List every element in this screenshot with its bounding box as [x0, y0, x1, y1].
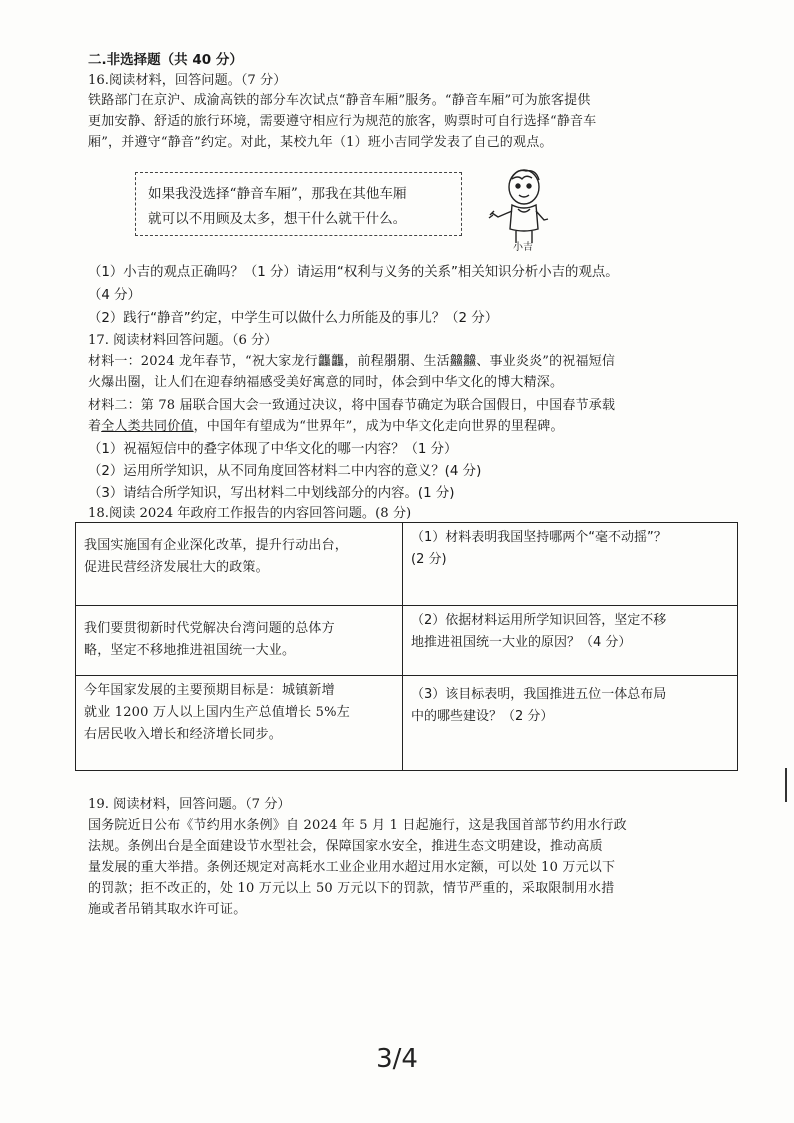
- m2-text-pre: 着: [88, 419, 102, 434]
- cell-line: 就业 1200 万人以上国内生产总值增长 5%左: [84, 705, 350, 720]
- student-cartoon-figure: [488, 165, 556, 245]
- q16-sub1-line-2: （4 分）: [88, 288, 141, 303]
- q18-heading: 18.阅读 2024 年政府工作报告的内容回答问题。(8 分): [88, 506, 412, 521]
- q17-sub1: （1）祝福短信中的叠字体现了中华文化的哪一内容？（1 分）: [88, 442, 458, 457]
- cell-line: （1）材料表明我国坚持哪两个“毫不动摇”？: [411, 530, 667, 545]
- quote-line-1: 如果我没选择“静音车厢”，那我在其他车厢: [148, 186, 407, 202]
- q17-material2-line-1: 材料二：第 78 届联合国大会一致通过决议，将中国春节确定为联合国假日，中国春节承载: [88, 398, 616, 413]
- table-cell-question: [403, 606, 738, 676]
- q17-sub2: （2）运用所学知识，从不同角度回答材料二中内容的意义？(4 分): [88, 464, 482, 479]
- q16-material-line-2: 更加安静、舒适的旅行环境，需要遵守相应行为规范的旅客，购票时可自行选择“静音车: [88, 114, 597, 129]
- q19-material-line-4: 的罚款；拒不改正的，处 10 万元以上 50 万元以下的罚款，情节严重的，采取限制用水措: [88, 881, 615, 896]
- cell-line: 地推进祖国统一大业的原因？（4 分）: [411, 635, 632, 650]
- table-cell-question: [403, 523, 738, 606]
- q17-sub3: （3）请结合所学知识，写出材料二中划线部分的内容。(1 分): [88, 486, 455, 501]
- cell-line: 略，坚定不移地推进祖国统一大业。: [84, 643, 296, 658]
- cell-line: 促进民营经济发展壮大的政策。: [84, 560, 269, 575]
- cell-line: 今年国家发展的主要预期目标是：城镇新增: [84, 683, 335, 698]
- table-row: [76, 676, 738, 771]
- q16-material-line-1: 铁路部门在京沪、成渝高铁的部分车次试点“静音车厢”服务。“静音车厢”可为旅客提供: [88, 93, 591, 108]
- cell-line: (2 分): [411, 552, 447, 567]
- scan-edge-mark: [785, 768, 787, 802]
- q17-heading: 17. 阅读材料回答问题。（6 分）: [88, 333, 278, 348]
- cell-line: 我国实施国有企业深化改革，提升行动出台，: [84, 538, 349, 553]
- q18-table: [75, 522, 738, 771]
- table-cell-material: [76, 606, 403, 676]
- q19-material-line-5: 施或者吊销其取水许可证。: [88, 902, 247, 917]
- cell-line: （2）依据材料运用所学知识回答，坚定不移: [411, 613, 667, 628]
- m2-text-post: ，中国年有望成为“世界年”，成为中华文化走向世界的里程碑。: [193, 419, 564, 434]
- q19-material-line-2: 法规。条例出台是全面建设节水型社会，保障国家水安全，推进生态文明建设，推动高质: [88, 839, 603, 854]
- q16-sub2: （2）践行“静音”约定，中学生可以做什么力所能及的事儿？（2 分）: [88, 311, 499, 326]
- quote-line-2: 就可以不用顾及太多，想干什么就干什么。: [148, 211, 407, 227]
- q17-material2-line-2: [88, 418, 564, 436]
- page-number: 3/4: [376, 1044, 418, 1074]
- q19-heading: 19. 阅读材料，回答问题。（7 分）: [88, 797, 291, 812]
- cell-line: 右居民收入增长和经济增长同步。: [84, 727, 283, 742]
- quote-box: [135, 172, 462, 236]
- q17-material1-line-2: 火爆出圈，让人们在迎春纳福感受美好寓意的同时，体会到中华文化的博大精深。: [88, 375, 564, 390]
- figure-label: 小吉: [513, 242, 533, 253]
- table-row: [76, 606, 738, 676]
- section-title: 二.非选择题（共 40 分）: [88, 52, 243, 68]
- m2-underlined-text: 全人类共同价值: [101, 419, 194, 434]
- cell-line: 我们要贯彻新时代党解决台湾问题的总体方: [84, 621, 335, 636]
- q16-material-line-3: 厢”，并遵守“静音”约定。对此，某校九年（1）班小吉同学发表了自己的观点。: [88, 135, 553, 150]
- q16-sub1-line-1: （1）小吉的观点正确吗？（1 分）请运用“权利与义务的关系”相关知识分析小吉的观点。: [88, 265, 619, 280]
- cell-line: （3）该目标表明，我国推进五位一体总布局: [411, 687, 667, 702]
- q19-material-line-3: 量发展的重大举措。条例还规定对高耗水工业企业用水超过用水定额，可以处 10 万元以下: [88, 860, 616, 875]
- table-cell-material: [76, 523, 403, 606]
- q19-material-line-1: 国务院近日公布《节约用水条例》自 2024 年 5 月 1 日起施行，这是我国首部节约用水行政: [88, 818, 627, 833]
- table-cell-material: [76, 676, 403, 771]
- cell-line: 中的哪些建设？（2 分）: [411, 709, 554, 724]
- table-row: [76, 523, 738, 606]
- q16-heading: 16.阅读材料，回答问题。（7 分）: [88, 73, 287, 88]
- table-cell-question: [403, 676, 738, 771]
- q17-material1-line-1: 材料一：2024 龙年春节，“祝大家龙行龘龘，前程朤朤、生活䲜䲜、事业炎炎”的祝福短信: [88, 354, 616, 369]
